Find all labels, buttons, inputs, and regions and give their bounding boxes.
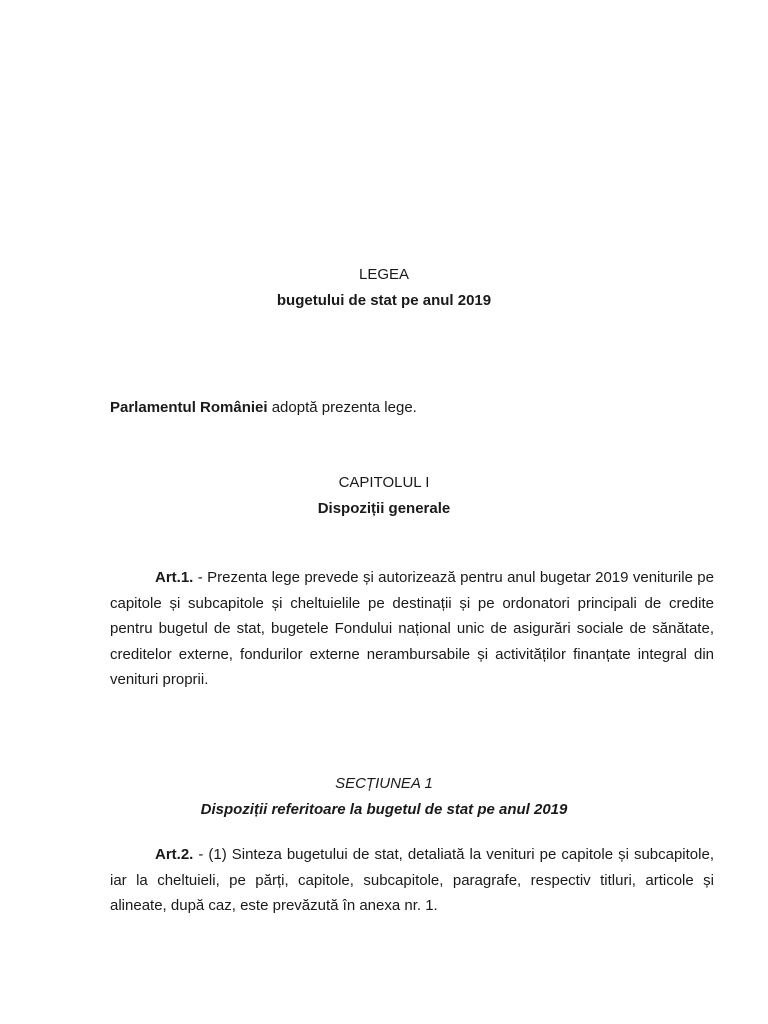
preamble-parliament: Parlamentul României [110, 399, 268, 416]
chapter-label: CAPITOLUL I [338, 474, 430, 491]
law-subtitle: bugetului de stat pe anul 2019 [276, 292, 492, 309]
law-heading: LEGEA [358, 266, 410, 283]
section-label: SECȚIUNEA 1 [335, 775, 433, 792]
article-2 [110, 842, 714, 919]
article-1-text: - Prezenta lege prevede și autorizează pentru anul bugetar 2019 veniturile pe capitole și subcapitole și cheltuielile pe destinații și pe ordonatori principali de credite pentru bugetul de stat, bugetele Fondului național unic de asigurări sociale de sănătate, creditelor externe, fondurilor externe nerambursabile și activităților finanțate integral din venituri proprii. [110, 569, 714, 688]
preamble-text: adoptă prezenta lege. [267, 399, 417, 416]
chapter-title: Dispoziții generale [317, 500, 451, 517]
article-1-label: Art.1. [155, 569, 194, 586]
section-title: Dispoziții referitoare la bugetul de stat pe anul 2019 [200, 801, 568, 818]
article-2-text: - (1) Sinteza bugetului de stat, detaliată la venituri pe capitole și subcapitole, iar la cheltuieli, pe părți, capitole, subcapitole, paragrafe, respectiv titluri, articole și alineate, după caz, este prevăzută în anexa nr. 1. [110, 846, 714, 914]
article-1 [110, 565, 714, 693]
article-2-label: Art.2. [155, 846, 194, 863]
preamble [110, 398, 714, 418]
